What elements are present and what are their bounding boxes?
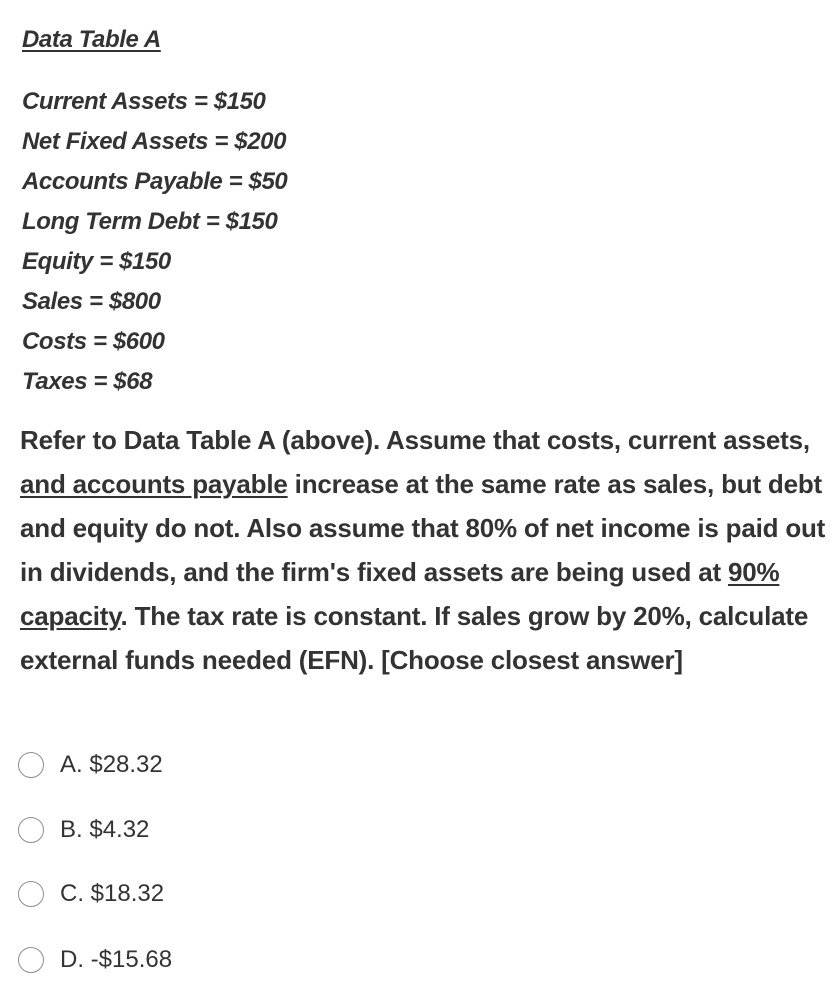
option-c-label[interactable]: C. $18.32 xyxy=(60,880,165,907)
data-item-taxes: Taxes = $68 xyxy=(22,368,153,395)
data-item-sales: Sales = $800 xyxy=(22,288,161,315)
question-text-part-2: increase at the same rate as sales, but debt and equity do not. Also assume that 80% of net income is paid out in dividends, and the firm's fixed assets are being used at xyxy=(20,469,826,587)
radio-button-icon[interactable] xyxy=(18,881,44,907)
question-underline-accounts-payable: and accounts payable xyxy=(20,469,288,499)
data-item-current-assets: Current Assets = $150 xyxy=(22,88,266,115)
data-item-accounts-payable: Accounts Payable = $50 xyxy=(22,168,288,195)
option-d[interactable] xyxy=(18,946,172,974)
option-d-label[interactable]: D. -$15.68 xyxy=(60,946,173,973)
radio-button-icon[interactable] xyxy=(18,947,44,973)
data-table-title: Data Table A xyxy=(22,26,161,53)
radio-button-icon[interactable] xyxy=(18,817,44,843)
option-a[interactable] xyxy=(18,751,163,779)
question-text xyxy=(20,418,826,682)
data-table-list xyxy=(22,82,287,402)
option-b-label[interactable]: B. $4.32 xyxy=(60,816,150,843)
data-item-long-term-debt: Long Term Debt = $150 xyxy=(22,208,278,235)
data-item-costs: Costs = $600 xyxy=(22,328,165,355)
question-text-part-3: . The tax rate is constant. If sales grow by 20%, calculate external funds needed (EFN). [Choose closest answer] xyxy=(20,601,809,675)
option-c[interactable] xyxy=(18,880,164,908)
data-item-net-fixed-assets: Net Fixed Assets = $200 xyxy=(22,128,287,155)
data-item-equity: Equity = $150 xyxy=(22,248,171,275)
question-underline-capacity: 90% capacity xyxy=(20,557,780,631)
option-a-label[interactable]: A. $28.32 xyxy=(60,751,163,778)
option-b[interactable] xyxy=(18,816,149,844)
question-text-part-1: Refer to Data Table A (above). Assume that costs, current assets, xyxy=(20,425,810,455)
radio-button-icon[interactable] xyxy=(18,752,44,778)
